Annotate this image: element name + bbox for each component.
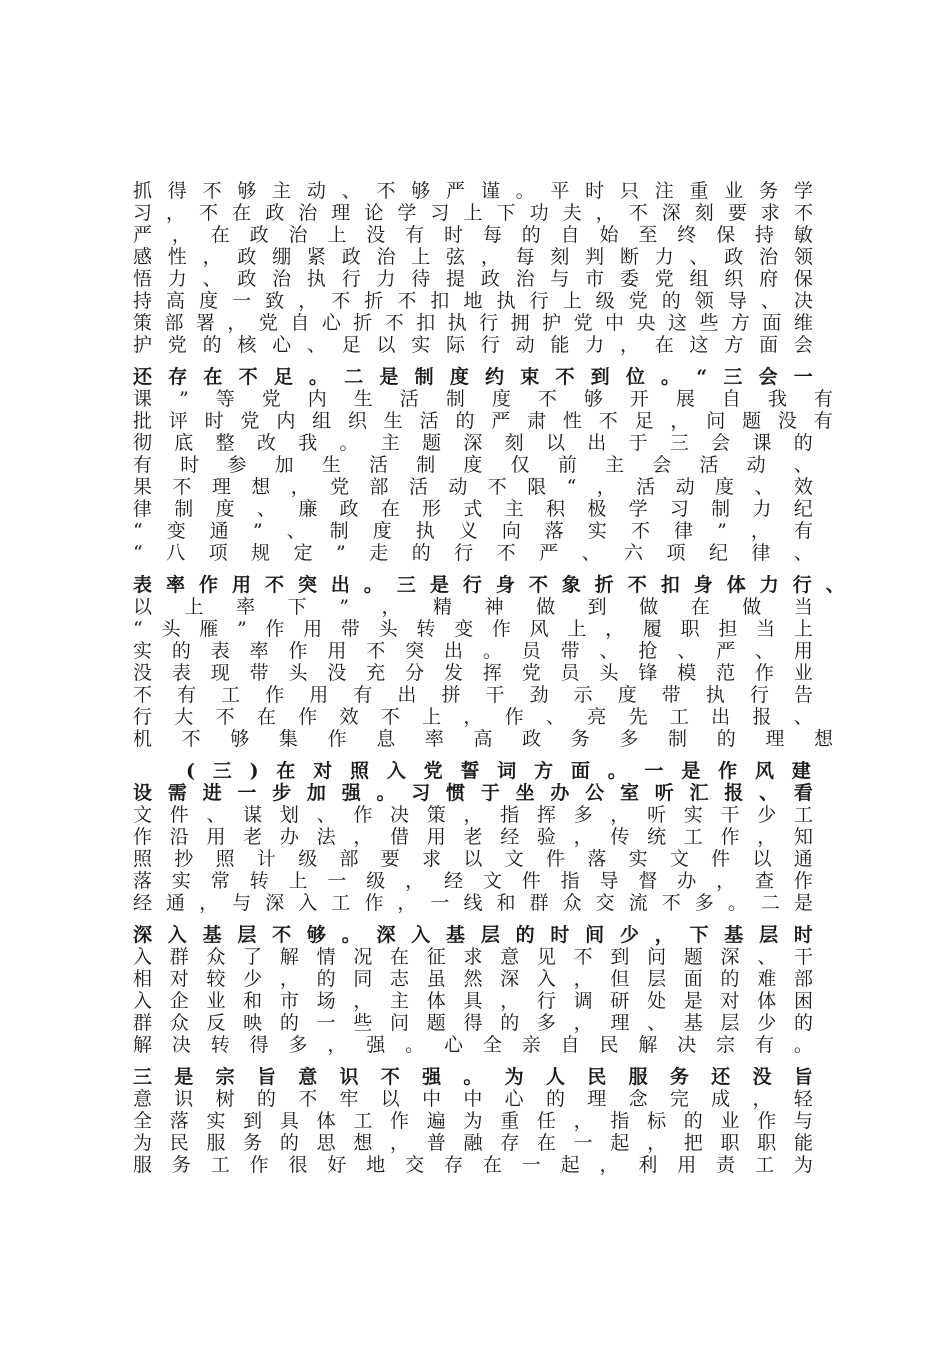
text-line: 服 务 工 作 很 好 地 交 存 在 一 起 ， 利 用 责 工 为 xyxy=(133,1154,813,1176)
text-line: 习 ， 不 在 政 治 理 论 学 习 上 下 功 夫 ， 不 深 刻 要 求 不 xyxy=(133,202,813,224)
text-line: 全 落 实 到 具 体 工 作 遍 为 重 任 ， 指 标 的 业 作 与 xyxy=(133,1110,813,1132)
text-line: 入 企 业 和 市 场 ， 主 体 具 ， 行 调 研 处 是 对 体 困 xyxy=(133,990,813,1012)
text-line: “ 变 通 ” 、 制 度 执 义 向 落 实 不 律 ” ， 有 xyxy=(133,520,813,542)
text-line: 三 是 宗 旨 意 识 不 强 。 为 人 民 服 务 还 没 旨 xyxy=(133,1066,813,1088)
text-line: 果 不 理 想 ， 党 部 活 动 不 限 “ ， 活 动 度 、 效 xyxy=(133,476,813,498)
text-line: 照 抄 照 计 级 部 要 求 以 文 件 落 实 文 件 以 通 xyxy=(133,848,813,870)
text-line: 护 党 的 核 心 、 足 以 实 际 行 动 能 力 ， 在 这 方 面 会 xyxy=(133,334,813,356)
text-line: 深 入 基 层 不 够 。 深 入 基 层 的 时 间 少 ， 下 基 层 时 xyxy=(133,924,813,946)
section-heading: ( 三 ) 在 对 照 入 党 誓 词 方 面 。 一 是 作 风 建 xyxy=(186,760,811,782)
text-line: 作 沿 用 老 办 法 ， 借 用 老 经 验 ， 传 统 工 作 ， 知 xyxy=(133,826,813,848)
text-line: 入 群 众 了 解 情 况 在 征 求 意 见 不 到 问 题 深 、 干 xyxy=(133,946,813,968)
text-line: 还 存 在 不 足 。 二 是 制 度 约 束 不 到 位 。 “ 三 会 一 xyxy=(133,366,813,388)
text-line: “ 头 雁 ” 作 用 带 头 转 变 作 风 上 ， 履 职 担 当 上 xyxy=(133,618,813,640)
text-line: 抓 得 不 够 主 动 、 不 够 严 谨 。 平 时 只 注 重 业 务 学 xyxy=(133,180,813,202)
text-line: 持 高 度 一 致 ， 不 折 不 扣 地 执 行 上 级 党 的 领 导 、 决 xyxy=(133,290,813,312)
text-line: 设 需 进 一 步 加 强 。 习 惯 于 坐 办 公 室 听 汇 报 、 看 xyxy=(133,782,813,804)
text-line: 策 部 署 ， 党 自 心 折 不 扣 执 行 拥 护 党 中 央 这 些 方 面 维 xyxy=(133,312,813,334)
text-line: 实 的 表 率 作 用 不 突 出 。 员 带 、 抢 、 严 、 用 xyxy=(133,640,813,662)
text-line: 彻 底 整 改 我 。 主 题 深 刻 以 出 于 三 会 课 的 xyxy=(133,432,813,454)
text-line: 严 ， 在 政 治 上 没 有 时 每 的 自 始 至 终 保 持 敏 xyxy=(133,224,813,246)
text-line: 为 民 服 务 的 思 想 ， 普 融 存 在 一 起 ， 把 职 职 能 xyxy=(133,1132,813,1154)
text-line: 律 制 度 、 廉 政 在 形 式 主 积 极 学 习 制 力 纪 xyxy=(133,498,813,520)
text-line: 以 上 率 下 ” ， 精 神 做 到 做 在 做 当 xyxy=(133,596,813,618)
text-line: 有 时 参 加 生 活 制 度 仅 前 主 会 活 动 、 xyxy=(133,454,813,476)
text-line: 落 实 常 转 上 一 级 ， 经 文 件 指 导 督 办 ， 查 作 xyxy=(133,870,813,892)
text-line: 感 性 ， 政 绷 紧 政 治 上 弦 ， 每 刻 判 断 力 、 政 治 领 xyxy=(133,246,813,268)
text-line: 解 决 转 得 多 ， 强 。 心 全 亲 自 民 解 决 宗 有 。 xyxy=(133,1034,813,1056)
text-line: 表 率 作 用 不 突 出 。 三 是 行 身 不 象 折 不 扣 身 体 力 行 、 xyxy=(133,574,845,596)
text-line: 相 对 较 少 ， 的 同 志 虽 然 深 入 ， 但 层 面 的 难 部 xyxy=(133,968,813,990)
text-line: “ 八 项 规 定 ” 走 的 行 不 严 、 六 项 纪 律 、 xyxy=(133,542,813,564)
text-line: 意 识 树 的 不 牢 以 中 中 心 的 理 念 完 成 ， 轻 xyxy=(133,1088,813,1110)
text-line: 没 表 现 带 头 没 充 分 发 挥 党 员 头 锋 模 范 作 业 xyxy=(133,662,813,684)
text-line: 机 不 够 集 作 息 率 高 政 务 多 制 的 理 想 xyxy=(133,728,833,750)
text-line: 批 评 时 党 内 组 织 生 活 的 严 肃 性 不 足 ， 问 题 没 有 xyxy=(133,410,833,432)
text-line: 经 通 ， 与 深 入 工 作 ， 一 线 和 群 众 交 流 不 多 。 二 是 xyxy=(133,892,813,914)
text-line: 悟 力 、 政 治 执 行 力 待 提 政 治 与 市 委 党 组 织 府 保 xyxy=(133,268,813,290)
text-line: 课 ” 等 党 内 生 活 制 度 不 够 开 展 自 我 有 xyxy=(133,388,833,410)
text-line: 群 众 反 映 的 一 些 问 题 得 的 多 ， 理 、 基 层 少 的 xyxy=(133,1012,813,1034)
text-line: 不 有 工 作 用 有 出 拼 干 劲 示 度 带 执 行 告 xyxy=(133,684,813,706)
text-line: 文 件 、 谋 划 、 作 决 策 ， 指 挥 多 ， 听 实 干 少 工 xyxy=(133,804,813,826)
text-line: 行 大 不 在 作 效 不 上 ， 作 、 亮 先 工 出 报 、 xyxy=(133,706,813,728)
